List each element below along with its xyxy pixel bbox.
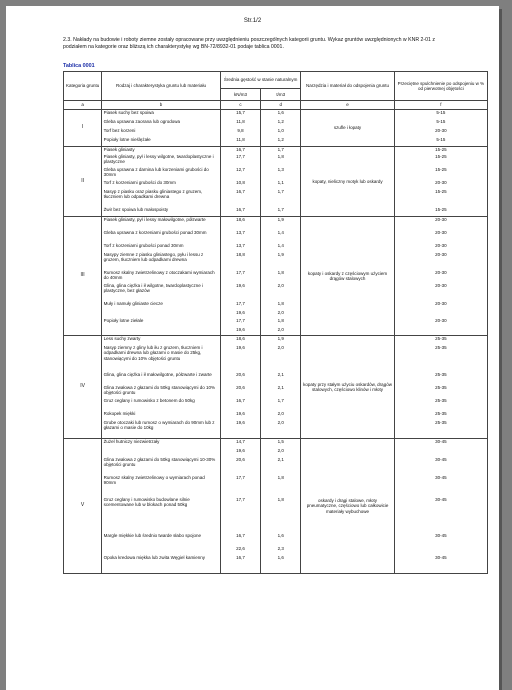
density-tm3: 1,7	[277, 147, 284, 152]
document-page	[6, 6, 499, 690]
density-knm3: 16,7	[236, 555, 245, 560]
description-cell	[102, 336, 221, 439]
density-tm3: 1,2	[277, 119, 284, 124]
density-knm3: 10,8	[236, 180, 245, 185]
loosening-cell	[394, 336, 487, 439]
column-letter: e	[301, 101, 394, 110]
density-tm3: 1,9	[277, 336, 284, 341]
tools-cell: oskardy i drągi stalowe, młoty pneumatyczne, częściowo lub całkowicie materiały wybuchowe	[301, 439, 394, 574]
density-tm3: 2,1	[277, 385, 284, 390]
density-knm3: 16,7	[236, 147, 245, 152]
description-cell	[102, 217, 221, 336]
loosening-percent: 5-15	[436, 137, 446, 142]
density-knm3	[222, 488, 258, 497]
soil-description: Piasek gliniasty	[103, 147, 135, 152]
density-knm3: 19,6	[236, 283, 245, 288]
tools-cell: kopaty przy stałym użyciu oskardów, drągów stalowych, częściowo klinów i młoty	[301, 336, 394, 439]
loosening-percent: 30-45	[435, 555, 447, 560]
loosening-cell	[394, 147, 487, 217]
loosening-percent: 20-30	[435, 270, 447, 275]
tm3-cell	[261, 217, 301, 336]
density-knm3: 22,6	[236, 546, 245, 551]
density-knm3: 17,7	[236, 497, 245, 502]
soil-description: Piasek gliniasty, pył i lessy wilgotne, twardoplastyczne i plastyczne	[103, 154, 214, 165]
density-tm3: 2,1	[277, 372, 284, 377]
soil-description: Gleba uprawna z korzeniami grubości ponad 30mm	[103, 230, 207, 235]
loosening-percent	[396, 448, 485, 457]
soil-description: Torf bez korzeni	[103, 128, 136, 133]
loosening-percent: 30-45	[435, 439, 447, 444]
header-tools: Narzędzia i materiał do odspojenia gruntu	[301, 72, 394, 101]
density-knm3: 11,8	[236, 137, 245, 142]
density-knm3: 18,8	[236, 252, 245, 257]
loosening-percent: 30-45	[435, 533, 447, 538]
tools-cell: szufle i łopaty	[301, 110, 394, 147]
density-tm3: 1,9	[277, 252, 284, 257]
column-letter: a	[64, 101, 102, 110]
knm3-cell	[220, 336, 260, 439]
soil-description: Popioły lotne nieślężałe	[103, 137, 151, 142]
soil-description	[104, 310, 219, 318]
category-cell: V	[64, 439, 102, 574]
table-row	[64, 217, 488, 336]
density-tm3: 1,8	[277, 497, 284, 502]
soil-description: Rokopek miękki	[103, 411, 136, 416]
description-cell	[102, 439, 221, 574]
loosening-percent: 5-15	[436, 119, 446, 124]
loosening-cell	[394, 217, 487, 336]
soil-description: Glina, glina ciężka i ił małowilgotne, półzwarte i zwarte	[103, 372, 212, 377]
header-tm3: t/m3	[261, 89, 301, 101]
loosening-percent: 15-25	[435, 154, 447, 159]
density-tm3: 1,3	[277, 167, 284, 172]
soil-category-table	[63, 71, 488, 574]
loosening-cell	[394, 110, 487, 147]
density-knm3: 20,6	[236, 372, 245, 377]
loosening-percent	[396, 310, 485, 318]
density-tm3: 1,4	[277, 243, 284, 248]
knm3-cell	[220, 217, 260, 336]
soil-description: Torf z korzeniami grubości do 30mm	[103, 180, 176, 185]
loosening-percent	[396, 488, 485, 497]
density-tm3: 1,1	[277, 180, 284, 185]
loosening-percent: 25-35	[435, 345, 447, 350]
density-tm3: 1,7	[277, 189, 284, 194]
density-tm3: 2,0	[277, 327, 284, 332]
density-knm3: 19,6	[236, 327, 245, 332]
density-knm3: 19,6	[236, 411, 245, 416]
column-letter: b	[102, 101, 221, 110]
density-knm3: 17,7	[236, 270, 245, 275]
knm3-cell	[220, 147, 260, 217]
soil-description: Piasek suchy bez spoiwa	[103, 110, 154, 115]
header-category: Kategoria gruntu	[64, 72, 102, 101]
density-tm3: 1,8	[277, 475, 284, 480]
soil-description	[104, 327, 219, 335]
loosening-percent: 25-35	[435, 385, 447, 390]
loosening-percent: 25-35	[435, 398, 447, 403]
density-tm3: 2,1	[277, 457, 284, 462]
table-row	[64, 439, 488, 574]
loosening-percent: 30-45	[435, 497, 447, 502]
soil-description	[104, 546, 219, 555]
density-knm3: 20,6	[236, 385, 245, 390]
density-tm3: 1,8	[277, 318, 284, 323]
tm3-cell	[261, 147, 301, 217]
density-knm3: 17,7	[236, 318, 245, 323]
tm3-cell	[261, 110, 301, 147]
soil-description: Glina zwałowa z głazami do 50kg stanowiącymi do 10% objętości gruntu	[103, 385, 215, 396]
loosening-percent: 25-35	[435, 411, 447, 416]
density-tm3: 1,0	[277, 128, 284, 133]
density-tm3: 1,5	[277, 439, 284, 444]
loosening-percent: 25-35	[435, 336, 447, 341]
loosening-percent	[396, 327, 485, 335]
density-knm3: 14,7	[236, 439, 245, 444]
soil-description: Opoka kredowa miękka lub zwita Węgiel kamienny	[103, 555, 205, 560]
loosening-percent: 30-45	[435, 457, 447, 462]
loosening-percent: 20-30	[435, 128, 447, 133]
density-knm3: 18,6	[236, 336, 245, 341]
header-loosening: Przeciętne spulchnienie po odspojeniu w % od pierwotnej objętości	[394, 72, 487, 101]
density-tm3: 1,7	[277, 207, 284, 212]
table-row	[64, 147, 488, 217]
table-row	[64, 110, 488, 147]
page-number: Str.1/2	[243, 18, 262, 24]
density-knm3: 13,7	[236, 243, 245, 248]
density-tm3: 2,0	[277, 420, 284, 425]
soil-description: Piasek gliniasty, pył i lessy małowilgotne, półzwarte	[103, 217, 206, 222]
density-tm3: 2,0	[277, 345, 284, 350]
density-knm3: 13,7	[236, 230, 245, 235]
loosening-percent: 15-25	[435, 189, 447, 194]
header-knm3: kN/m3	[220, 89, 260, 101]
density-knm3: 19,6	[236, 310, 245, 315]
header-description: Rodzaj i charakterystyka gruntu lub materiału	[102, 72, 221, 101]
knm3-cell	[220, 439, 260, 574]
density-knm3: 16,7	[236, 533, 245, 538]
tools-cell: kopaty i oskardy z częściowym użyciem drągów stalowych	[301, 217, 394, 336]
tm3-cell	[261, 336, 301, 439]
soil-description: Popioły lotne ziełale	[103, 318, 144, 323]
soil-description: Margle miękkie lub średnio twarde słabo spojone	[103, 533, 201, 538]
soil-description: Less suchy zwarty	[103, 336, 141, 341]
density-tm3: 2,0	[277, 448, 284, 453]
density-knm3: 15,7	[236, 110, 245, 115]
soil-description: Glina zwałowa z głazami do 50kg stanowiącymi 10-30% objętości gruntu	[103, 457, 216, 468]
soil-description: Gruz ceglany i rumowisko z betonem do 50kg	[103, 398, 195, 403]
loosening-percent: 25-35	[435, 372, 447, 377]
density-knm3: 16,7	[236, 398, 245, 403]
density-tm3: 2,0	[277, 310, 284, 315]
soil-description: Nasyp ziemny z gliny lub iłu z gruzem, tłuczniem i odpadkami drewna lub głazami o masie do 25kg, stanowiącymi do 10% objętości gruntu	[103, 345, 203, 361]
soil-description: Grube otoczaki lub rumosz o wymiarach do 90mm lub z głazami o masie do 10kg	[103, 420, 215, 431]
density-tm3: 1,8	[277, 154, 284, 159]
column-letter: d	[261, 101, 301, 110]
loosening-percent: 20-30	[435, 318, 447, 323]
table-row	[64, 336, 488, 439]
density-knm3: 11,8	[236, 119, 245, 124]
description-cell	[102, 110, 221, 147]
density-knm3: 17,7	[236, 154, 245, 159]
soil-description: Żwir bez spoiwa lub małospoisty	[103, 207, 169, 212]
density-knm3: 16,7	[236, 189, 245, 194]
loosening-percent	[396, 546, 485, 555]
soil-description: Nasyp z piasku oraz piasku gliniastego z gruzem, tłuczniem lub odpadkami drewna	[103, 189, 203, 200]
density-knm3: 20,6	[236, 457, 245, 462]
density-tm3: 2,0	[277, 411, 284, 416]
intro-paragraph: 2.3. Nakłady na budowie i roboty ziemne zostały opracowane przy uwzględnieniu poszczególnych kategorii gruntu. Wykaz gruntów uwzględnionych w KNR 2-01 z podziałem na kategorie oraz bliższą ich charakterystykę wg BN-72/8932-01 podaje tablica 0001.	[63, 37, 435, 51]
loosening-percent: 20-30	[435, 243, 447, 248]
knm3-cell	[220, 110, 260, 147]
loosening-percent: 20-30	[435, 283, 447, 288]
density-tm3: 1,4	[277, 230, 284, 235]
density-knm3: 18,6	[236, 217, 245, 222]
loosening-cell	[394, 439, 487, 574]
tools-cell: kopaty, nieliczny motyk lub oskardy	[301, 147, 394, 217]
density-tm3: 2,0	[277, 283, 284, 288]
loosening-percent: 20-30	[435, 180, 447, 185]
description-cell	[102, 147, 221, 217]
density-tm3: 1,6	[277, 110, 284, 115]
density-knm3: 16,7	[236, 207, 245, 212]
column-letter: f	[394, 101, 487, 110]
density-knm3: 12,7	[236, 167, 245, 172]
soil-description: Gleba uprawna z darnina lub korzeniami grubości do 30mm	[103, 167, 209, 178]
tm3-cell	[261, 439, 301, 574]
soil-description	[104, 448, 219, 457]
loosening-percent: 20-30	[435, 301, 447, 306]
loosening-percent: 15-25	[435, 207, 447, 212]
loosening-percent: 5-15	[436, 110, 446, 115]
density-tm3: 1,8	[277, 270, 284, 275]
density-knm3: 19,6	[236, 448, 245, 453]
loosening-percent: 15-25	[435, 147, 447, 152]
soil-description: Rumosz skalny zwietrzelinowy z otoczakami wymiarach do 40mm	[103, 270, 215, 281]
density-knm3: 19,6	[236, 345, 245, 350]
density-tm3: 1,6	[277, 555, 284, 560]
loosening-percent: 20-30	[435, 230, 447, 235]
category-cell: III	[64, 217, 102, 336]
density-tm3: 1,9	[277, 217, 284, 222]
soil-description: Żużel hutniczy niezwietrzały	[103, 439, 160, 444]
density-tm3: 1,7	[277, 398, 284, 403]
table-body	[64, 110, 488, 574]
category-cell: IV	[64, 336, 102, 439]
density-tm3: 1,2	[277, 137, 284, 142]
loosening-percent: 20-30	[435, 217, 447, 222]
density-tm3	[263, 488, 299, 497]
soil-description: Gruz ceglany i rumowisko budowlane silnie scementowane lub w blokach ponad 50kg	[103, 497, 190, 508]
category-cell: I	[64, 110, 102, 147]
column-letter: c	[220, 101, 260, 110]
loosening-percent: 25-35	[435, 420, 447, 425]
soil-description: Nasypy ziemne z piasku gliniastego, pyłu i lessu z gruzem, tłuczniem lub odpadkami drewna	[103, 252, 204, 263]
density-tm3: 1,6	[277, 533, 284, 538]
density-knm3: 17,7	[236, 475, 245, 480]
loosening-percent: 15-25	[435, 167, 447, 172]
density-knm3: 19,6	[236, 420, 245, 425]
soil-description	[104, 488, 219, 497]
table-title: Tablica 0001	[63, 63, 95, 69]
density-knm3: 9,8	[237, 128, 244, 133]
soil-description: Rumosz skalny zwietrzelinowy o wymiarach ponad 90mm	[103, 475, 205, 486]
soil-description: Muły i namuły gliniaste ciecze	[103, 301, 163, 306]
category-cell: II	[64, 147, 102, 217]
density-knm3: 17,7	[236, 301, 245, 306]
density-tm3: 2,3	[277, 546, 284, 551]
soil-description: Glina, glina ciężka i ił wilgotne, twardoplastyczne i plastyczne, bez głazów	[103, 283, 203, 294]
loosening-percent: 30-45	[435, 475, 447, 480]
soil-description: Gleba uprawna zaorana lub ogrodowa	[103, 119, 180, 124]
header-density: Średnia gęstość w stanie naturalnym	[220, 72, 301, 89]
loosening-percent: 20-30	[435, 252, 447, 257]
density-tm3: 1,8	[277, 301, 284, 306]
soil-description: Torf z korzeniami grubości ponad 30mm	[103, 243, 184, 248]
